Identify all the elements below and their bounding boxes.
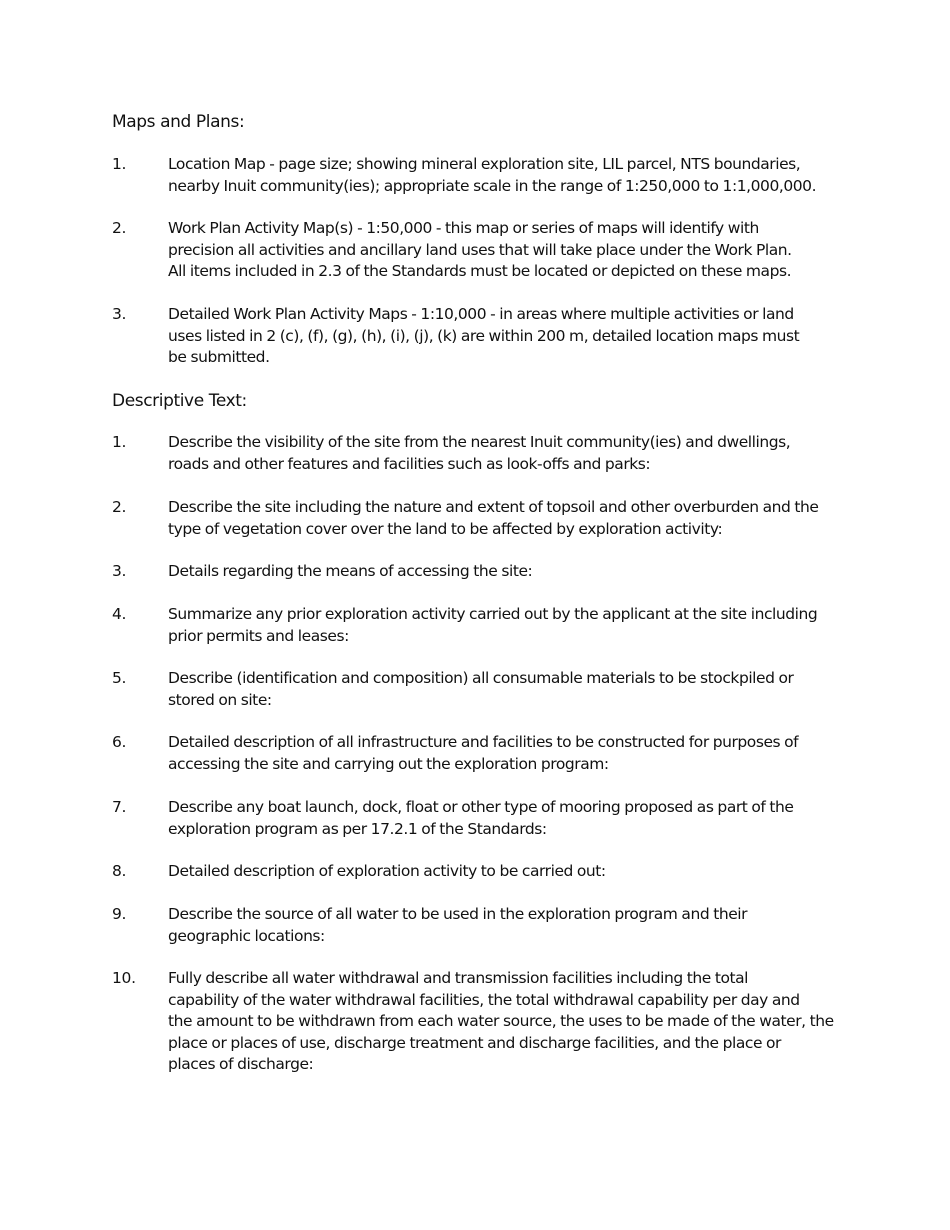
- item-line: Fully describe all water withdrawal and transmission facilities including the total: [168, 969, 749, 987]
- item-number: 10.: [112, 969, 136, 987]
- item-line: Describe the source of all water to be used in the exploration program and their: [168, 905, 748, 923]
- item-text: [168, 218, 844, 283]
- item-text: [168, 432, 844, 475]
- item-number: 9.: [112, 905, 127, 923]
- item-line: be submitted.: [168, 348, 270, 366]
- item-line: the amount to be withdrawn from each water source, the uses to be made of the water, the: [168, 1012, 834, 1030]
- item-number: 4.: [112, 605, 127, 623]
- item-line: Describe (identification and composition) all consumable materials to be stockpiled or: [168, 669, 794, 687]
- item-text: [168, 861, 844, 883]
- item-line: All items included in 2.3 of the Standards must be located or depicted on these maps.: [168, 262, 792, 280]
- item-line: Describe any boat launch, dock, float or other type of mooring proposed as part of the: [168, 798, 794, 816]
- item-line: precision all activities and ancillary land uses that will take place under the Work Plan.: [168, 240, 792, 259]
- item-line: capability of the water withdrawal facilities, the total withdrawal capability per day and: [168, 990, 800, 1009]
- item-line: places of discharge:: [168, 1055, 314, 1073]
- item-line: Details regarding the means of accessing the site:: [168, 562, 533, 580]
- item-line: Describe the visibility of the site from the nearest Inuit community(ies) and dwellings,: [168, 433, 791, 451]
- item-line: nearby Inuit community(ies); appropriate scale in the range of 1:250,000 to 1:1,000,000.: [168, 176, 817, 195]
- item-number: 1.: [112, 155, 127, 173]
- item-number: 2.: [112, 219, 127, 237]
- item-text: [168, 561, 844, 583]
- item-line: exploration program as per 17.2.1 of the Standards:: [168, 819, 547, 838]
- item-number: 2.: [112, 498, 127, 516]
- item-text: [168, 732, 844, 775]
- item-line: accessing the site and carrying out the exploration program:: [168, 754, 609, 773]
- item-line: Describe the site including the nature and extent of topsoil and other overburden and the: [168, 498, 819, 516]
- item-text: [168, 968, 844, 1076]
- item-text: [168, 497, 844, 540]
- item-number: 6.: [112, 733, 127, 751]
- item-text: [168, 904, 844, 947]
- item-number: 5.: [112, 669, 127, 687]
- item-line: geographic locations:: [168, 926, 325, 945]
- item-line: roads and other features and facilities such as look-offs and parks:: [168, 454, 651, 473]
- item-number: 3.: [112, 305, 127, 323]
- item-number: 1.: [112, 433, 127, 451]
- descriptive-text-heading: Descriptive Text:: [112, 391, 247, 411]
- item-line: Summarize any prior exploration activity carried out by the applicant at the site including: [168, 605, 818, 623]
- item-text: [168, 304, 844, 369]
- item-line: type of vegetation cover over the land to be affected by exploration activity:: [168, 519, 723, 538]
- item-text: [168, 797, 844, 840]
- item-line: Detailed description of all infrastructure and facilities to be constructed for purposes of: [168, 733, 799, 751]
- item-line: Detailed Work Plan Activity Maps - 1:10,000 - in areas where multiple activities or land: [168, 305, 794, 323]
- item-line: uses listed in 2 (c), (f), (g), (h), (i), (j), (k) are within 200 m, detailed location maps must: [168, 326, 800, 345]
- item-text: [168, 604, 844, 647]
- item-number: 8.: [112, 862, 127, 880]
- item-line: Work Plan Activity Map(s) - 1:50,000 - this map or series of maps will identify with: [168, 219, 759, 237]
- item-line: Location Map - page size; showing mineral exploration site, LIL parcel, NTS boundaries,: [168, 155, 801, 173]
- maps-and-plans-heading: Maps and Plans:: [112, 112, 245, 132]
- item-text: [168, 668, 844, 711]
- item-line: prior permits and leases:: [168, 626, 349, 645]
- item-line: stored on site:: [168, 690, 272, 709]
- item-line: Detailed description of exploration activity to be carried out:: [168, 862, 606, 880]
- item-number: 3.: [112, 562, 127, 580]
- item-text: [168, 154, 844, 197]
- item-line: place or places of use, discharge treatment and discharge facilities, and the place or: [168, 1033, 781, 1052]
- item-number: 7.: [112, 798, 127, 816]
